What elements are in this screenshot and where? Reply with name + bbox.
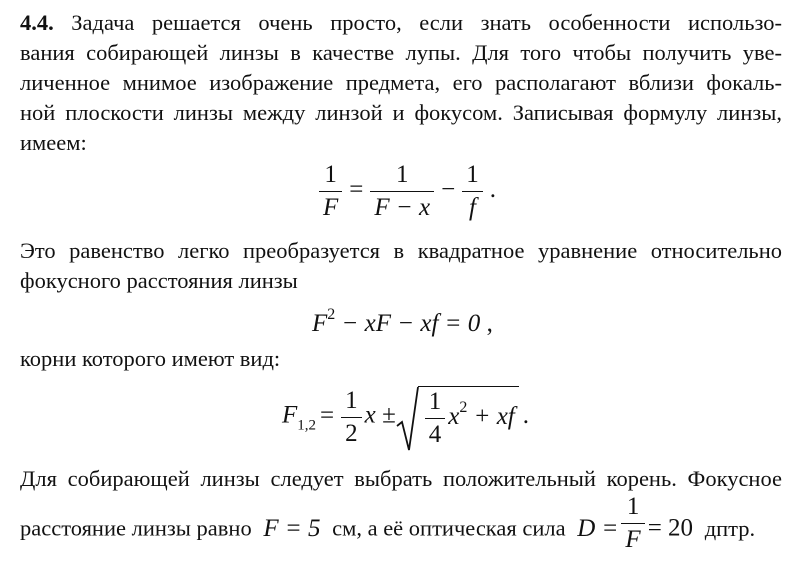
exponent: 2 — [327, 306, 336, 323]
optical-power-label: D = — [577, 514, 619, 542]
equals-sign: = — [349, 176, 364, 204]
paragraph-line: корни которого имеют вид: — [20, 346, 281, 371]
x-plus-minus: x ± — [364, 401, 396, 429]
numerator: 1 — [425, 389, 446, 419]
numerator: 1 — [370, 162, 434, 192]
numerator: 1 — [621, 494, 644, 524]
fraction-one-quarter — [425, 389, 446, 448]
equation-rest: − xF − xf = 0 — [335, 310, 481, 337]
minus-sign: − — [441, 176, 456, 204]
fraction-1-over-F — [621, 494, 644, 553]
variable-F: F — [312, 310, 328, 337]
paragraph-line: личенное мнимое изображение предмета, его располагают вблизи фокаль- — [20, 70, 782, 95]
paragraph-line: имеем: — [20, 130, 87, 155]
paragraph-text: Задача решается очень просто, если знать особенности использо- — [71, 10, 782, 35]
optical-power-value: = 20 — [647, 514, 694, 542]
paragraph-line-final — [20, 493, 800, 553]
fraction-one-half — [341, 388, 362, 447]
paragraph-line: ной плоскости линзы между линзой и фокусом. Записывая формулу линзы, — [20, 100, 782, 125]
focal-length-value: F = 5 — [263, 514, 321, 542]
numerator: 1 — [319, 162, 342, 192]
numerator: 1 — [341, 388, 362, 418]
quadratic-equation — [312, 306, 493, 338]
denominator: F — [323, 194, 339, 221]
lens-formula-equation — [316, 162, 500, 221]
text-segment: см, а её оптическая сила — [332, 515, 566, 541]
radicand-rest: + xf — [467, 403, 515, 431]
radical-sign-icon — [396, 386, 420, 454]
paragraph-line: Для собирающей линзы следует выбрать положительный корень. Фокусное — [20, 466, 782, 491]
period: . — [489, 176, 496, 204]
denominator: f — [469, 194, 476, 221]
text-segment: расстояние линзы равно — [20, 515, 252, 541]
problem-number: 4.4. — [20, 10, 54, 35]
paragraph-line: Это равенство легко преобразуется в квадратное уравнение относительно — [20, 238, 782, 263]
variable-F: F — [282, 401, 298, 429]
roots-equation — [282, 386, 533, 448]
paragraph-line: фокусного расстояния линзы — [20, 268, 298, 293]
comma: , — [486, 310, 493, 337]
equals-sign: = — [320, 401, 335, 429]
period: . — [522, 401, 529, 429]
fraction-1-over-F — [319, 162, 342, 221]
radicand — [418, 386, 519, 448]
subscript: 1,2 — [297, 417, 317, 434]
denominator: F — [625, 526, 641, 553]
unit-label: дптр. — [704, 515, 756, 541]
square-root — [396, 386, 519, 448]
numerator: 1 — [462, 162, 483, 192]
exponent: 2 — [459, 399, 468, 417]
variable-x: x — [448, 403, 460, 431]
fraction-1-over-F-minus-x — [370, 162, 434, 221]
denominator: F − x — [374, 194, 431, 221]
denominator: 4 — [428, 421, 442, 448]
fraction-1-over-f — [462, 162, 483, 221]
paragraph-line — [20, 10, 782, 36]
paragraph-line: вания собирающей линзы в качестве лупы. Для того чтобы получить уве- — [20, 40, 782, 65]
denominator: 2 — [345, 419, 358, 447]
